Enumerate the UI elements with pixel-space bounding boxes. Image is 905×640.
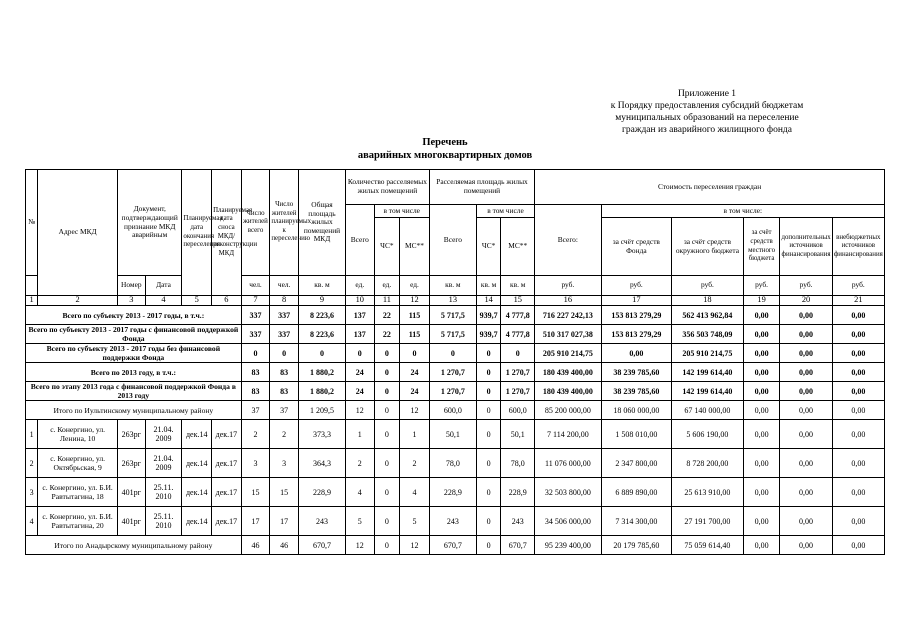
column-number: 9 [298, 296, 345, 306]
annex-line: муниципальных образований на переселение [615, 113, 799, 123]
value-cell: 0,00 [832, 420, 884, 449]
value-cell: 1 209,5 [298, 401, 345, 420]
mkd-table [25, 169, 885, 555]
row-plan-end: дек.14 [182, 507, 212, 536]
value-cell: 24 [400, 363, 430, 382]
header-cost-fund: за счёт средств Фонда [601, 218, 672, 276]
value-cell: 0,00 [832, 401, 884, 420]
value-cell: 1 270,7 [429, 382, 476, 401]
value-cell: 0 [374, 382, 400, 401]
value-cell: 5 717,5 [429, 306, 476, 325]
value-cell: 4 777,8 [501, 325, 535, 344]
value-cell: 205 910 214,75 [535, 344, 601, 363]
value-cell: 670,7 [298, 536, 345, 555]
value-cell: 0 [476, 363, 501, 382]
annex-block [577, 88, 837, 136]
table-row [26, 449, 885, 478]
row-doc-date: 21.04. 2009 [145, 449, 182, 478]
value-cell: 95 239 400,00 [535, 536, 601, 555]
value-cell: 75 059 614,40 [672, 536, 744, 555]
row-doc-date: 21.04. 2009 [145, 420, 182, 449]
value-cell: 5 [345, 507, 374, 536]
row-plan-demolish: дек.17 [212, 420, 242, 449]
value-cell: 24 [345, 382, 374, 401]
header-cost-local: за счёт средств местного бюджета [743, 218, 780, 276]
value-cell: 0,00 [743, 344, 780, 363]
column-number: 2 [38, 296, 118, 306]
value-cell: 1 [400, 420, 430, 449]
district-label: Итого по Иультинскому муниципальному району [26, 401, 242, 420]
value-cell: 137 [345, 306, 374, 325]
value-cell: 0,00 [780, 507, 832, 536]
header-area-ms: МС** [501, 218, 535, 276]
value-cell: 0,00 [743, 306, 780, 325]
row-plan-demolish: дек.17 [212, 507, 242, 536]
value-cell: 337 [241, 325, 270, 344]
district-row [26, 401, 885, 420]
value-cell: 0 [374, 401, 400, 420]
value-cell: 7 114 200,00 [535, 420, 601, 449]
row-doc-num: 263рг [118, 449, 146, 478]
value-cell: 5 [400, 507, 430, 536]
header-count-ms: МС** [400, 218, 430, 276]
header-plan-end: Планируемая дата окончания переселения [182, 170, 212, 296]
value-cell: 12 [400, 401, 430, 420]
table-row [26, 420, 885, 449]
header-count-group: Количество расселяемых жилых помещений [345, 170, 429, 205]
value-cell: 17 [241, 507, 270, 536]
value-cell: 337 [270, 325, 299, 344]
value-cell: 0 [400, 344, 430, 363]
row-doc-num: 401рг [118, 507, 146, 536]
summary-row [26, 363, 885, 382]
value-cell: 115 [400, 325, 430, 344]
value-cell: 180 439 400,00 [535, 382, 601, 401]
column-number: 8 [270, 296, 299, 306]
value-cell: 83 [270, 382, 299, 401]
value-cell: 24 [345, 363, 374, 382]
value-cell: 85 200 000,00 [535, 401, 601, 420]
value-cell: 0,00 [832, 382, 884, 401]
units-row [26, 276, 885, 296]
row-plan-demolish: дек.17 [212, 449, 242, 478]
value-cell: 8 223,6 [298, 325, 345, 344]
value-cell: 600,0 [501, 401, 535, 420]
units-num [26, 276, 38, 296]
header-area-incl: в том числе [476, 205, 534, 218]
unit-cell: ед. [345, 276, 374, 296]
header-residents-planned: Число жителей планируемых к переселению [270, 170, 299, 276]
value-cell: 0,00 [743, 401, 780, 420]
summary-label: Всего по субъекту 2013 - 2017 годы с финансовой поддержкой Фонда [26, 325, 242, 344]
value-cell: 1 880,2 [298, 363, 345, 382]
value-cell: 7 314 300,00 [601, 507, 672, 536]
row-address: с. Конергино, ул. Б.И. Равтытагина, 20 [38, 507, 118, 536]
header-area-chs: ЧС* [476, 218, 501, 276]
column-number: 10 [345, 296, 374, 306]
value-cell: 1 [345, 420, 374, 449]
row-number: 4 [26, 507, 38, 536]
column-number: 21 [832, 296, 884, 306]
value-cell: 38 239 785,60 [601, 382, 672, 401]
value-cell: 20 179 785,60 [601, 536, 672, 555]
value-cell: 0,00 [832, 478, 884, 507]
value-cell: 939,7 [476, 325, 501, 344]
value-cell: 0,00 [780, 306, 832, 325]
value-cell: 0 [476, 344, 501, 363]
value-cell: 50,1 [501, 420, 535, 449]
value-cell: 0,00 [780, 478, 832, 507]
column-number: 4 [145, 296, 182, 306]
column-number: 7 [241, 296, 270, 306]
value-cell: 0,00 [780, 325, 832, 344]
value-cell: 5 717,5 [429, 325, 476, 344]
value-cell: 3 [241, 449, 270, 478]
value-cell: 716 227 242,13 [535, 306, 601, 325]
header-cost-total: Всего: [535, 205, 601, 276]
value-cell: 4 [400, 478, 430, 507]
value-cell: 22 [374, 306, 400, 325]
value-cell: 0,00 [743, 325, 780, 344]
unit-cell: ед. [400, 276, 430, 296]
value-cell: 1 880,2 [298, 382, 345, 401]
row-plan-demolish: дек.17 [212, 478, 242, 507]
unit-cell: руб. [743, 276, 780, 296]
value-cell: 4 [345, 478, 374, 507]
value-cell: 0 [374, 507, 400, 536]
summary-label: Всего по этапу 2013 года с финансовой поддержкой Фонда в 2013 году [26, 382, 242, 401]
row-plan-end: дек.14 [182, 449, 212, 478]
header-doc: Документ, подтверждающий признание МКД аварийным [118, 170, 182, 276]
column-number: 19 [743, 296, 780, 306]
value-cell: 3 [270, 449, 299, 478]
row-plan-end: дек.14 [182, 478, 212, 507]
header-area-group: Расселяемая площадь жилых помещений [429, 170, 534, 205]
value-cell: 228,9 [429, 478, 476, 507]
table-body [26, 306, 885, 555]
value-cell: 37 [270, 401, 299, 420]
value-cell: 0 [501, 344, 535, 363]
value-cell: 0 [476, 401, 501, 420]
column-number: 20 [780, 296, 832, 306]
value-cell: 0 [476, 449, 501, 478]
column-number: 5 [182, 296, 212, 306]
value-cell: 25 613 910,00 [672, 478, 744, 507]
value-cell: 0,00 [743, 420, 780, 449]
value-cell: 0,00 [743, 478, 780, 507]
column-number: 1 [26, 296, 38, 306]
header-doc-date: Дата [145, 276, 182, 296]
value-cell: 0 [476, 420, 501, 449]
header-cost-incl: в том числе: [601, 205, 884, 218]
value-cell: 0 [241, 344, 270, 363]
value-cell: 78,0 [429, 449, 476, 478]
district-row [26, 536, 885, 555]
value-cell: 2 347 800,00 [601, 449, 672, 478]
value-cell: 0,00 [780, 401, 832, 420]
value-cell: 8 223,6 [298, 306, 345, 325]
value-cell: 12 [345, 536, 374, 555]
value-cell: 0 [476, 382, 501, 401]
column-number: 6 [212, 296, 242, 306]
value-cell: 0 [298, 344, 345, 363]
value-cell: 2 [400, 449, 430, 478]
value-cell: 1 270,7 [501, 363, 535, 382]
header-count-incl: в том числе [374, 205, 429, 218]
value-cell: 0,00 [780, 363, 832, 382]
value-cell: 12 [345, 401, 374, 420]
annex-line: граждан из аварийного жилищного фонда [622, 125, 792, 135]
value-cell: 83 [241, 382, 270, 401]
annex-line: Приложение 1 [677, 89, 737, 99]
column-number: 11 [374, 296, 400, 306]
value-cell: 2 [345, 449, 374, 478]
value-cell: 153 813 279,29 [601, 325, 672, 344]
summary-label: Всего по 2013 году, в т.ч.: [26, 363, 242, 382]
unit-cell: руб. [601, 276, 672, 296]
value-cell: 670,7 [429, 536, 476, 555]
unit-cell: кв. м [476, 276, 501, 296]
value-cell: 0,00 [780, 449, 832, 478]
value-cell: 0 [476, 507, 501, 536]
header-count-total: Всего [345, 205, 374, 276]
header-num: № [26, 170, 38, 276]
value-cell: 0,00 [743, 382, 780, 401]
column-number: 13 [429, 296, 476, 306]
value-cell: 0 [476, 536, 501, 555]
value-cell: 0,00 [780, 382, 832, 401]
value-cell: 228,9 [501, 478, 535, 507]
value-cell: 0,00 [832, 536, 884, 555]
unit-cell: руб. [672, 276, 744, 296]
unit-cell: чел. [241, 276, 270, 296]
value-cell: 0,00 [743, 536, 780, 555]
value-cell: 1 270,7 [429, 363, 476, 382]
value-cell: 0 [270, 344, 299, 363]
header-cost-group: Стоимость переселения граждан [535, 170, 885, 205]
row-address: с. Конергино, ул. Ленина, 10 [38, 420, 118, 449]
summary-row [26, 344, 885, 363]
value-cell: 37 [241, 401, 270, 420]
value-cell: 373,3 [298, 420, 345, 449]
column-number: 15 [501, 296, 535, 306]
value-cell: 0,00 [743, 363, 780, 382]
value-cell: 12 [400, 536, 430, 555]
value-cell: 0 [374, 478, 400, 507]
document-title [340, 136, 550, 162]
value-cell: 364,3 [298, 449, 345, 478]
value-cell: 0,00 [743, 507, 780, 536]
value-cell: 337 [241, 306, 270, 325]
unit-cell: кв. м [298, 276, 345, 296]
header-address: Адрес МКД [38, 170, 118, 296]
value-cell: 34 506 000,00 [535, 507, 601, 536]
header-cost-okrug: за счёт средств окружного бюджета [672, 218, 744, 276]
value-cell: 0,00 [780, 536, 832, 555]
value-cell: 0 [429, 344, 476, 363]
value-cell: 0,00 [780, 420, 832, 449]
title-line: аварийных многоквартирных домов [357, 150, 533, 161]
summary-label: Всего по субъекту 2013 - 2017 годы без финансовой поддержки Фонда [26, 344, 242, 363]
column-number: 18 [672, 296, 744, 306]
column-number: 16 [535, 296, 601, 306]
row-plan-end: дек.14 [182, 420, 212, 449]
value-cell: 228,9 [298, 478, 345, 507]
value-cell: 83 [270, 363, 299, 382]
column-number: 14 [476, 296, 501, 306]
column-number: 17 [601, 296, 672, 306]
value-cell: 0 [374, 536, 400, 555]
header-area-total-sub: Всего [429, 205, 476, 276]
value-cell: 46 [270, 536, 299, 555]
value-cell: 38 239 785,60 [601, 363, 672, 382]
value-cell: 32 503 800,00 [535, 478, 601, 507]
row-number: 3 [26, 478, 38, 507]
unit-cell: чел. [270, 276, 299, 296]
value-cell: 15 [241, 478, 270, 507]
value-cell: 2 [241, 420, 270, 449]
value-cell: 562 413 962,84 [672, 306, 744, 325]
value-cell: 11 076 000,00 [535, 449, 601, 478]
value-cell: 18 060 000,00 [601, 401, 672, 420]
row-doc-date: 25.11. 2010 [145, 478, 182, 507]
value-cell: 0,00 [832, 306, 884, 325]
value-cell: 137 [345, 325, 374, 344]
value-cell: 83 [241, 363, 270, 382]
table-row [26, 478, 885, 507]
value-cell: 1 508 010,00 [601, 420, 672, 449]
value-cell: 243 [429, 507, 476, 536]
row-number: 1 [26, 420, 38, 449]
value-cell: 153 813 279,29 [601, 306, 672, 325]
value-cell: 0 [374, 449, 400, 478]
column-number: 3 [118, 296, 146, 306]
value-cell: 243 [501, 507, 535, 536]
summary-row [26, 306, 885, 325]
value-cell: 0 [374, 344, 400, 363]
value-cell: 46 [241, 536, 270, 555]
title-line: Перечень [422, 137, 468, 148]
value-cell: 5 606 190,00 [672, 420, 744, 449]
table-row [26, 507, 885, 536]
summary-row [26, 325, 885, 344]
value-cell: 142 199 614,40 [672, 382, 744, 401]
value-cell: 0,00 [832, 344, 884, 363]
annex-line: к Порядку предоставления субсидий бюджетам [610, 101, 804, 111]
value-cell: 243 [298, 507, 345, 536]
value-cell: 115 [400, 306, 430, 325]
value-cell: 600,0 [429, 401, 476, 420]
value-cell: 0,00 [780, 344, 832, 363]
value-cell: 337 [270, 306, 299, 325]
unit-cell: кв. м [501, 276, 535, 296]
value-cell: 510 317 027,38 [535, 325, 601, 344]
row-doc-date: 25.11. 2010 [145, 507, 182, 536]
value-cell: 6 889 890,00 [601, 478, 672, 507]
summary-row [26, 382, 885, 401]
value-cell: 142 199 614,40 [672, 363, 744, 382]
unit-cell: кв. м [429, 276, 476, 296]
value-cell: 15 [270, 478, 299, 507]
value-cell: 0,00 [832, 325, 884, 344]
row-address: с. Конергино, ул. Б.И. Равтытагина, 18 [38, 478, 118, 507]
value-cell: 78,0 [501, 449, 535, 478]
header-cost-offbudget: внебюджетных источников финансирования [832, 218, 884, 276]
value-cell: 24 [400, 382, 430, 401]
header-residents-total: Число жителей всего [241, 170, 270, 276]
header-area-total: Общая площадь жилых помещений МКД [298, 170, 345, 276]
unit-cell: руб. [535, 276, 601, 296]
value-cell: 670,7 [501, 536, 535, 555]
value-cell: 0,00 [832, 507, 884, 536]
row-number: 2 [26, 449, 38, 478]
row-doc-num: 401рг [118, 478, 146, 507]
value-cell: 0,00 [832, 363, 884, 382]
value-cell: 0 [374, 363, 400, 382]
value-cell: 22 [374, 325, 400, 344]
value-cell: 0 [374, 420, 400, 449]
value-cell: 356 503 748,09 [672, 325, 744, 344]
row-doc-num: 263рг [118, 420, 146, 449]
column-number-row [26, 296, 885, 306]
value-cell: 0,00 [743, 449, 780, 478]
unit-cell: руб. [780, 276, 832, 296]
unit-cell: ед. [374, 276, 400, 296]
summary-label: Всего по субъекту 2013 - 2017 годы, в т.ч.: [26, 306, 242, 325]
value-cell: 8 728 200,00 [672, 449, 744, 478]
district-label: Итого по Анадырскому муниципальному району [26, 536, 242, 555]
value-cell: 50,1 [429, 420, 476, 449]
header-doc-num: Номер [118, 276, 146, 296]
row-address: с. Конергино, ул. Октябрьская, 9 [38, 449, 118, 478]
column-number: 12 [400, 296, 430, 306]
value-cell: 0 [345, 344, 374, 363]
value-cell: 4 777,8 [501, 306, 535, 325]
value-cell: 27 191 700,00 [672, 507, 744, 536]
header-cost-extra: дополнительных источников финансирования [780, 218, 832, 276]
value-cell: 180 439 400,00 [535, 363, 601, 382]
unit-cell: руб. [832, 276, 884, 296]
value-cell: 0,00 [601, 344, 672, 363]
value-cell: 0 [476, 478, 501, 507]
header-plan-demolish: Планируемая дата сноса МКД/реконструкции МКД [212, 170, 242, 296]
value-cell: 67 140 000,00 [672, 401, 744, 420]
value-cell: 2 [270, 420, 299, 449]
value-cell: 17 [270, 507, 299, 536]
header-count-chs: ЧС* [374, 218, 400, 276]
value-cell: 1 270,7 [501, 382, 535, 401]
value-cell: 939,7 [476, 306, 501, 325]
value-cell: 0,00 [832, 449, 884, 478]
value-cell: 205 910 214,75 [672, 344, 744, 363]
